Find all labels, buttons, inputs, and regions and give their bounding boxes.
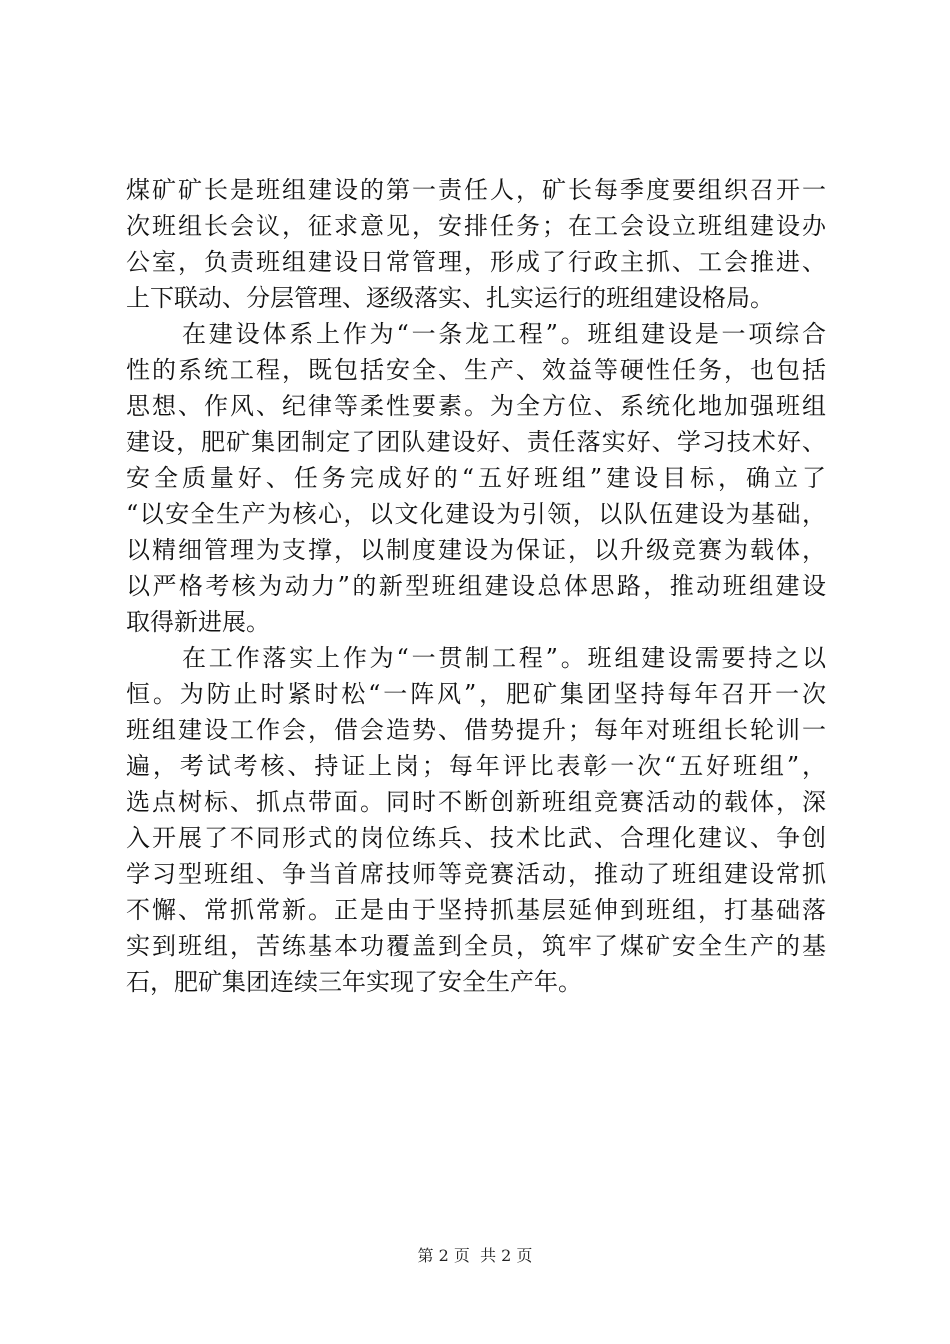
text-line: 煤矿矿长是班组建设的第一责任人，矿长每季度要组织召开一: [126, 176, 826, 204]
paragraph: [126, 172, 826, 316]
text-line: 取得新进展。: [126, 608, 270, 636]
text-line: 恒。为防止时紧时松“一阵风”，肥矿集团坚持每年召开一次: [126, 680, 826, 708]
text-line: “以安全生产为核心，以文化建设为引领，以队伍建设为基础，: [126, 500, 826, 528]
text-line: 不懈、常抓常新。正是由于坚持抓基层延伸到班组，打基础落: [126, 896, 826, 924]
text-line: 上下联动、分层管理、逐级落实、扎实运行的班组建设格局。: [126, 284, 774, 312]
text-line: 班组建设工作会，借会造势、借势提升；每年对班组长轮训一: [126, 716, 826, 744]
text-line: 建设，肥矿集团制定了团队建设好、责任落实好、学习技术好、: [126, 428, 826, 456]
text-line: 次班组长会议，征求意见，安排任务；在工会设立班组建设办: [126, 212, 826, 240]
text-line: 实到班组，苦练基本功覆盖到全员，筑牢了煤矿安全生产的基: [126, 932, 826, 960]
text-line: 在建设体系上作为“一条龙工程”。班组建设是一项综合: [182, 320, 826, 348]
text-line: 在工作落实上作为“一贯制工程”。班组建设需要持之以: [182, 644, 826, 672]
paragraph: [126, 316, 826, 640]
text-line: 学习型班组、争当首席技师等竞赛活动，推动了班组建设常抓: [126, 860, 826, 888]
text-line: 入开展了不同形式的岗位练兵、技术比武、合理化建议、争创: [126, 824, 826, 852]
text-line: 性的系统工程，既包括安全、生产、效益等硬性任务，也包括: [126, 356, 826, 384]
text-line: 以严格考核为动力”的新型班组建设总体思路，推动班组建设: [126, 572, 826, 600]
text-line: 以精细管理为支撑，以制度建设为保证，以升级竞赛为载体，: [126, 536, 826, 564]
text-line: 公室，负责班组建设日常管理，形成了行政主抓、工会推进、: [126, 248, 826, 276]
text-line: 安全质量好、任务完成好的“五好班组”建设目标，确立了: [126, 464, 826, 492]
text-line: 石，肥矿集团连续三年实现了安全生产年。: [126, 968, 582, 996]
paragraph: [126, 640, 826, 1000]
text-line: 思想、作风、纪律等柔性要素。为全方位、系统化地加强班组: [126, 392, 826, 420]
document-body: [126, 172, 826, 1000]
text-line: 选点树标、抓点带面。同时不断创新班组竞赛活动的载体，深: [126, 788, 826, 816]
text-line: 遍，考试考核、持证上岗；每年评比表彰一次“五好班组”，: [126, 752, 826, 780]
page-number-label: 第 2 页 共 2 页: [417, 1246, 533, 1265]
page-footer: [0, 1245, 950, 1267]
